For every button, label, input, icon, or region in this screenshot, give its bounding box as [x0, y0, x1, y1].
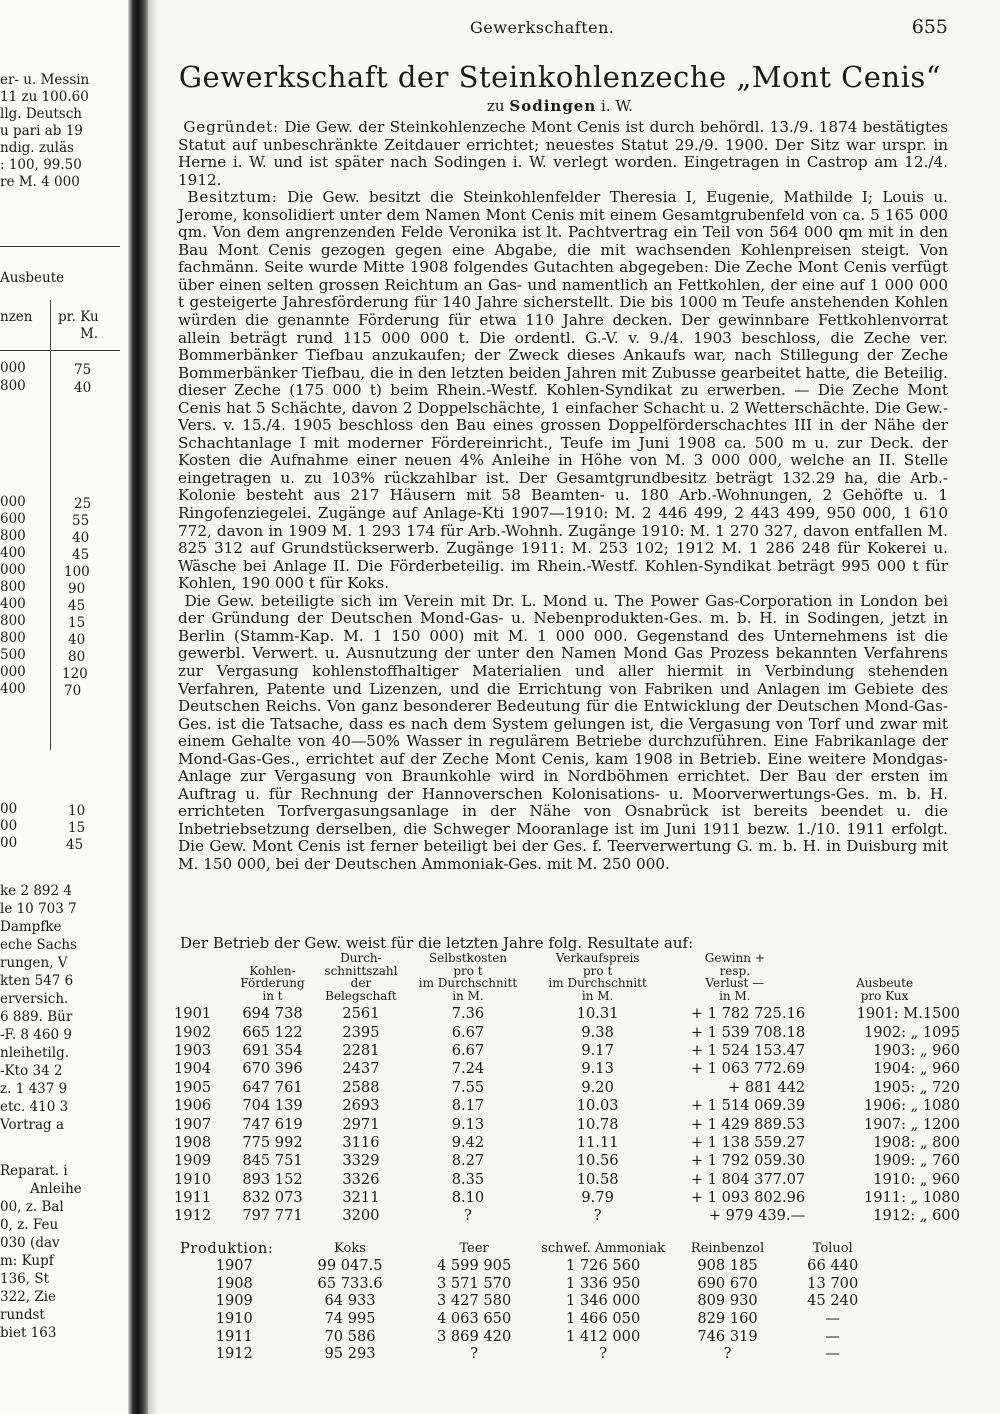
- book-gutter: [128, 0, 148, 1414]
- results-cell: 8.35: [451, 1170, 485, 1188]
- results-cell: 2561: [342, 1005, 380, 1023]
- results-cell: 10.56: [576, 1152, 619, 1170]
- results-cell: 647 761: [242, 1078, 303, 1096]
- results-cell: 3329: [342, 1152, 380, 1170]
- production-col-header: Teer: [459, 1241, 489, 1256]
- production-col-header: schwef. Ammoniak: [541, 1241, 666, 1256]
- results-cell: 775 992: [242, 1133, 303, 1151]
- text-gegruendet: Die Gew. der Steinkohlenzeche Mont Cenis ist durch behördl. 13./9. 1874 bestätigtes Statut auf unbeschränkte Zeitdauer errichtet; neuestes Statut 29./9. 1900. Der Sitz war urspr. in Herne i. W. und ist später nach Sodingen i. W. verlegt worden. Eingetragen in Castrop am 12./4. 1912.: [178, 118, 949, 189]
- results-cell: 6.67: [451, 1023, 485, 1041]
- production-col-header: Toluol: [812, 1241, 853, 1256]
- results-cell: 747 619: [242, 1115, 303, 1133]
- results-col-header: Kohlen- Förderung in t: [240, 963, 305, 1003]
- strip-line: 11 zu 100.60: [0, 89, 89, 105]
- production-col-header: Produktion:: [180, 1240, 274, 1257]
- production-cell: 908 185: [697, 1257, 758, 1275]
- results-cell: 1901: [174, 1005, 212, 1023]
- results-cell: 6.67: [451, 1041, 485, 1059]
- results-cell: 1910: „ 960: [873, 1170, 960, 1188]
- results-cell: 9.38: [581, 1023, 614, 1041]
- strip-column-rule: [50, 300, 51, 750]
- strip-line: 000: [0, 562, 26, 578]
- strip-line: 000: [0, 360, 26, 376]
- results-row: [172, 1042, 962, 1060]
- page-number: 655: [911, 16, 948, 38]
- production-cell: 3 869 420: [436, 1327, 512, 1345]
- results-col-header: Gewinn + resp. Verlust — in M.: [704, 951, 765, 1003]
- results-cell: 1903: [174, 1041, 212, 1059]
- strip-line: 45: [68, 598, 86, 614]
- production-cell: 99 047.5: [317, 1257, 383, 1275]
- strip-line: 00: [0, 801, 18, 817]
- results-cell: + 979 439.—: [708, 1207, 806, 1225]
- results-cell: + 1 539 708.18: [690, 1023, 806, 1041]
- results-cell: 8.17: [451, 1097, 485, 1115]
- strip-line: 10: [68, 803, 86, 819]
- production-cell: 3 427 580: [436, 1292, 512, 1310]
- results-cell: 9.13: [581, 1060, 614, 1078]
- strip-line: 40: [68, 632, 86, 648]
- strip-line: m: Kupf: [0, 1253, 54, 1269]
- production-cell: —: [825, 1327, 841, 1345]
- previous-page-strip: [0, 0, 128, 1414]
- results-cell: 9.79: [581, 1189, 614, 1207]
- production-cell: 13 700: [807, 1274, 859, 1292]
- results-cell: + 881 442: [727, 1078, 806, 1096]
- results-row: [172, 1189, 962, 1207]
- results-cell: 7.36: [451, 1005, 485, 1023]
- text-besitztum: Die Gew. besitzt die Steinkohlenfelder Theresia I, Eugenie, Mathilde I; Louis u. Jerome, konsolidiert unter dem Namen Mont Cenis mit einem Gesamtgrubenfeld von ca. 5 165 000 qm. Von dem angrenzenden Felde Veronika ist lt. Pachtvertrag ein Teil von 564 000 qm mit in den Bau Mont Cenis gezogen gegen eine Abgabe, die mit wachsenden Kohlenpreisen steigt. Von fachmänn. Seite wurde Mitte 1908 folgendes Gutachten abgegeben: Die Zeche Mont Cenis verfügt über einen selten grossen Reichtum an Gas- und namentlich an Fettkohlen, der eine auf 1 000 000 t gesteigerte Jahresförderung für 140 Jahre sicherstellt. Die bis 1000 m Teufe anstehenden Kohlen würden die genannte Förderung für etwa 110 Jahre decken. Der gewinnbare Fettkohlenvorrat allein beträgt rund 115 000 000 t. Die ordentl. G.-V. v. 9./4. 1903 beschloss, die Zeche ver. Bommerbänker Tiefbau anzukaufen; der Zweck dieses Ankaufs war, nach Stillegung der Zeche Bommerbänker Tiefbau, die in den letzten beiden Jahren mit Zubusse gearbeitet hatte, die Beteilig. dieser Zeche (175 000 t) beim Rhein.-Westf. Kohlen-Syndikat zu erwerben. — Die Zeche Mont Cenis hat 5 Schächte, davon 2 Doppelschächte, 1 einfacher Schacht u. 2 Wetterschächte. Die Gew.-Vers. v. 15./4. 1905 beschloss den Bau eines grossen Doppelförderschachtes III in der Nähe der Schachtanlage I mit moderner Fördereinricht., Teufe im Juni 1908 ca. 500 m u. zur Deck. der Kosten die Aufnahme einer neuen 4% Anleihe in Höhe von M. 3 000 000, welche an II. Stelle eingetragen u. zu 103% rückzahlbar ist. Der Gesamtgrundbesitz beträgt 132.29 ha, die Arb.-Kolonie besteht aus 217 Häusern mit 58 Beamten- u. 180 Arb.-Wohnungen, 2 Gehöfte u. 1 Ringofenziegelei. Zugänge auf Anlage-Kti 1907—1910: M. 2 446 499, 2 443 499, 950 000, 1 610 772, davon in 1909 M. 1 293 174 für Arb.-Wohnh. Zugänge 1910: M. 1 270 327, davon entfallen M. 825 312 auf Grundstückserwerb. Zugänge 1911: M. 253 102; 1912 M. 1 286 248 für Kokerei u. Wäsche bei Anlage II. Die Förderbeteilig. im Rhein.-Westf. Kohlen-Syndikat beträgt 995 000 t für Kohlen, 190 000 t für Koks.: [178, 188, 949, 593]
- results-row: [172, 1152, 962, 1170]
- strip-line: Ausbeute: [0, 270, 65, 286]
- production-cell: 1 412 000: [565, 1327, 641, 1345]
- strip-line: nzen: [0, 309, 33, 325]
- results-cell: 3116: [342, 1133, 380, 1151]
- production-header-row: [178, 1240, 878, 1257]
- strip-line: 136, St: [0, 1271, 50, 1287]
- strip-line: 80: [68, 649, 86, 665]
- strip-line: rungen, V: [0, 955, 68, 971]
- production-cell: 74 995: [324, 1310, 376, 1328]
- production-cell: 829 160: [697, 1310, 758, 1328]
- results-cell: 2281: [342, 1041, 380, 1059]
- strip-line: kten 547 6: [0, 973, 74, 989]
- production-row: [178, 1345, 878, 1363]
- strip-line: Vortrag a: [0, 1117, 64, 1133]
- strip-line: 15: [68, 615, 86, 631]
- strip-line: eche Sachs: [0, 937, 78, 953]
- results-cell: 7.24: [451, 1060, 485, 1078]
- results-cell: 9.42: [451, 1133, 485, 1151]
- results-cell: 1904: „ 960: [873, 1060, 960, 1078]
- strip-line: 40: [74, 380, 92, 396]
- production-row: [178, 1275, 878, 1293]
- results-cell: + 1 514 069.39: [690, 1097, 806, 1115]
- results-cell: 893 152: [242, 1170, 303, 1188]
- results-cell: + 1 093 802.96: [690, 1189, 806, 1207]
- running-head: Gewerkschaften.: [470, 18, 615, 37]
- strip-line: etc. 410 3: [0, 1099, 69, 1115]
- results-cell: 845 751: [242, 1152, 303, 1170]
- production-cell: 1908: [215, 1274, 253, 1292]
- results-cell: 8.27: [451, 1152, 485, 1170]
- strip-line: 322, Zie: [0, 1289, 57, 1305]
- strip-line: 400: [0, 596, 26, 612]
- paragraph-gegruendet: [178, 119, 948, 189]
- subtitle-prefix: zu: [487, 97, 505, 115]
- results-cell: 10.31: [576, 1005, 619, 1023]
- results-cell: 1911: „ 1080: [863, 1189, 960, 1207]
- results-cell: 1909: [174, 1152, 212, 1170]
- production-cell: 66 440: [807, 1257, 859, 1275]
- results-row: [172, 1023, 962, 1041]
- strip-line: 00, z. Bal: [0, 1199, 64, 1215]
- results-cell: 1907: „ 1200: [863, 1115, 960, 1133]
- strip-rule: [0, 246, 120, 247]
- production-cell: 4 063 650: [436, 1310, 512, 1328]
- production-cell: 746 319: [697, 1327, 758, 1345]
- results-cell: 11.11: [576, 1133, 619, 1151]
- production-cell: —: [825, 1345, 841, 1363]
- strip-line: 120: [62, 666, 88, 682]
- paragraph-verein: [178, 593, 948, 874]
- strip-line: 15: [68, 820, 86, 836]
- strip-line: 70: [64, 683, 82, 699]
- subtitle-place: Sodingen: [509, 97, 597, 115]
- results-row: [172, 1060, 962, 1078]
- label-gegruendet: Gegründet:: [183, 118, 279, 136]
- production-col-header: Koks: [334, 1241, 366, 1256]
- strip-line: llg. Deutsch: [0, 106, 82, 122]
- results-cell: 10.03: [576, 1097, 619, 1115]
- production-cell: 64 933: [324, 1292, 376, 1310]
- production-col-header: Reinbenzol: [690, 1241, 765, 1256]
- production-cell: 3 571 570: [436, 1274, 512, 1292]
- strip-line: 400: [0, 681, 26, 697]
- production-cell: 1 346 000: [565, 1292, 641, 1310]
- production-table: [178, 1240, 878, 1363]
- results-col-header: Verkaufspreis pro t im Durchschnitt in M.: [548, 951, 647, 1003]
- production-row: [178, 1292, 878, 1310]
- results-cell: 694 738: [242, 1005, 303, 1023]
- production-cell: —: [825, 1310, 841, 1328]
- results-cell: 1912: [174, 1207, 212, 1225]
- results-cell: 2588: [342, 1078, 380, 1096]
- production-cell: ?: [723, 1345, 732, 1363]
- results-cell: 9.13: [451, 1115, 485, 1133]
- production-cell: 1911: [215, 1327, 253, 1345]
- production-cell: 1910: [215, 1310, 253, 1328]
- results-cell: 1903: „ 960: [873, 1041, 960, 1059]
- results-cell: 7.55: [451, 1078, 485, 1096]
- strip-line: 75: [74, 362, 92, 378]
- production-row: [178, 1310, 878, 1328]
- production-row: [178, 1327, 878, 1345]
- production-cell: ?: [470, 1345, 479, 1363]
- strip-line: 40: [72, 530, 90, 546]
- production-cell: 1 466 050: [565, 1310, 641, 1328]
- strip-line: ke 2 892 4: [0, 883, 72, 899]
- strip-line: -F. 8 460 9: [0, 1027, 72, 1043]
- results-cell: 670 396: [242, 1060, 303, 1078]
- results-cell: 9.20: [581, 1078, 614, 1096]
- results-cell: 1908: [174, 1133, 212, 1151]
- strip-line: 500: [0, 647, 26, 663]
- strip-line: 0, z. Feu: [0, 1217, 59, 1233]
- strip-rule: [0, 350, 120, 351]
- results-cell: 704 139: [242, 1097, 303, 1115]
- results-row: [172, 1079, 962, 1097]
- production-cell: 1912: [215, 1345, 253, 1363]
- strip-line: rundst: [0, 1307, 45, 1323]
- strip-line: Anleihe: [30, 1181, 82, 1197]
- results-cell: + 1 138 559.27: [690, 1133, 806, 1151]
- results-body: [172, 1005, 962, 1226]
- results-cell: 3326: [342, 1170, 380, 1188]
- production-body: [178, 1257, 878, 1363]
- results-cell: 1902: [174, 1023, 212, 1041]
- strip-line: 45: [66, 837, 84, 853]
- results-row: [172, 1005, 962, 1023]
- strip-line: nleihetilg.: [0, 1045, 69, 1061]
- results-cell: 832 073: [242, 1189, 303, 1207]
- results-cell: 2971: [342, 1115, 380, 1133]
- results-row: [172, 1207, 962, 1225]
- results-cell: 3200: [342, 1207, 380, 1225]
- results-cell: 1902: „ 1095: [863, 1023, 960, 1041]
- production-cell: 70 586: [324, 1327, 376, 1345]
- strip-line: 800: [0, 630, 26, 646]
- strip-line: z. 1 437 9: [0, 1081, 68, 1097]
- strip-line: 000: [0, 664, 26, 680]
- subtitle: [160, 97, 960, 115]
- strip-line: u pari ab 19: [0, 123, 83, 139]
- results-cell: 9.17: [581, 1041, 614, 1059]
- paragraph-besitztum: [178, 189, 948, 593]
- strip-line: pr. Ku: [58, 309, 99, 325]
- results-cell: 10.58: [576, 1170, 619, 1188]
- strip-line: 030 (dav: [0, 1235, 60, 1251]
- results-cell: 1906: „ 1080: [863, 1097, 960, 1115]
- strip-line: 800: [0, 613, 26, 629]
- results-cell: 1905: [174, 1078, 212, 1096]
- strip-line: : 100, 99.50: [0, 157, 82, 173]
- results-intro: Der Betrieb der Gew. weist für die letzten Jahre folg. Resultate auf:: [180, 934, 694, 952]
- strip-line: 800: [0, 579, 26, 595]
- results-cell: 1907: [174, 1115, 212, 1133]
- label-besitztum: Besitztum:: [187, 188, 278, 207]
- results-cell: 1901: M.1500: [856, 1005, 960, 1023]
- results-cell: + 1 429 889.53: [690, 1115, 806, 1133]
- strip-line: er- u. Messin: [0, 72, 90, 88]
- results-cell: ?: [464, 1207, 472, 1225]
- strip-line: 800: [0, 528, 26, 544]
- results-row: [172, 1134, 962, 1152]
- strip-line: 00: [0, 818, 18, 834]
- results-cell: 1905: „ 720: [873, 1078, 960, 1096]
- production-cell: 1907: [215, 1257, 253, 1275]
- results-col-header: Ausbeute pro Kux: [856, 976, 914, 1003]
- production-row: [178, 1257, 878, 1275]
- strip-line: Reparat. i: [0, 1163, 68, 1179]
- results-cell: + 1 782 725.16: [690, 1005, 806, 1023]
- page-title: Gewerkschaft der Steinkohlenzeche „Mont Cenis“: [178, 60, 942, 94]
- results-cell: 1911: [174, 1189, 212, 1207]
- strip-line: 800: [0, 378, 26, 394]
- strip-line: ndig. zuläs: [0, 140, 74, 156]
- text-verein: Die Gew. beteiligte sich im Verein mit Dr. L. Mond u. The Power Gas-Corporation in London bei der Gründung der Deutschen Mond-Gas- u. Nebenprodukten-Ges. m. b. H. in Sodingen, jetzt in Berlin (Stamm-Kap. M. 1 150 000) mit M. 1 000 000. Gegenstand des Unternehmens ist die gewerbl. Verwert. u. Ausnutzung der unter den Namen Mond Gas Prozess bekannten Verfahrens zur Vergasung kohlenstoffhaltiger Materialien und aller hiermit in Verbindung stehenden Verfahren, Patente und Lizenzen, und die Errichtung von Fabriken und Anlagen im Gebiete des Deutschen Reichs. Von ganz besonderer Bedeutung für die Entwicklung der Deutschen Mond-Gas-Ges. ist die Tatsache, dass es nach dem System gelungen ist, die Vergasung von Torf und zwar mit einem Gehalte von 40—50% Wasser in regulärem Betriebe durchzuführen. Eine Fabrikanlage der Mond-Gas-Ges., errichtet auf der Zeche Mont Cenis, kam 1908 in Betrieb. Eine weitere Mondgas-Anlage zur Vergasung von Braunkohle wird in Nordböhmen errichtet. Der Bau der ersten im Auftrag u. für Rechnung der Hannoverschen Kolonisations- u. Moorverwertungs-Ges. m. b. H. errichteten Torfvergasungsanlage in der Nähe von Osnabrück ist bereits beendet u. die Inbetriebsetzung derselben, die Schweger Mooranlage ist im Juni 1911 bezw. 1./10. 1911 erfolgt. Die Gew. Mont Cenis ist ferner beteiligt bei der Ges. f. Teerverwertung G. m. b. H. in Duisburg mit M. 150 000, bei der Deutschen Ammoniak-Ges. mit M. 250 000.: [178, 591, 948, 873]
- results-cell: 10.78: [576, 1115, 619, 1133]
- strip-line: 00: [0, 835, 18, 851]
- strip-line: 6 889. Bür: [0, 1009, 73, 1025]
- results-col-header: Durch- schnittszahl der Belegschaft: [324, 951, 398, 1003]
- production-cell: 95 293: [324, 1345, 376, 1363]
- strip-line: 100: [64, 564, 90, 580]
- results-col-header: [172, 952, 226, 1005]
- strip-line: biet 163: [0, 1325, 57, 1341]
- results-cell: 1909: „ 760: [873, 1152, 960, 1170]
- strip-line: le 10 703 7: [0, 901, 77, 917]
- results-row: [172, 1097, 962, 1115]
- results-cell: 2437: [342, 1060, 380, 1078]
- results-cell: 797 771: [242, 1207, 303, 1225]
- strip-line: 600: [0, 511, 26, 527]
- strip-line: Dampfke: [0, 919, 62, 935]
- strip-line: 000: [0, 494, 26, 510]
- results-row: [172, 1171, 962, 1189]
- results-cell: 1906: [174, 1097, 212, 1115]
- results-cell: + 1 524 153.47: [690, 1041, 806, 1059]
- results-cell: 1908: „ 800: [873, 1133, 960, 1151]
- results-cell: 1910: [174, 1170, 212, 1188]
- results-table: [172, 952, 962, 1226]
- results-cell: 691 354: [242, 1041, 303, 1059]
- strip-line: 400: [0, 545, 26, 561]
- strip-line: 90: [68, 581, 86, 597]
- production-cell: 1 336 950: [565, 1274, 641, 1292]
- strip-line: 55: [72, 513, 90, 529]
- strip-line: 45: [72, 547, 90, 563]
- results-cell: ?: [593, 1207, 602, 1225]
- production-cell: 65 733.6: [317, 1274, 383, 1292]
- results-cell: 1904: [174, 1060, 212, 1078]
- results-cell: + 1 792 059.30: [690, 1152, 806, 1170]
- production-cell: 809 930: [697, 1292, 758, 1310]
- results-cell: 1912: „ 600: [873, 1207, 960, 1225]
- results-cell: 2693: [342, 1097, 380, 1115]
- results-cell: 665 122: [242, 1023, 303, 1041]
- strip-line: erversich.: [0, 991, 69, 1007]
- production-cell: 45 240: [807, 1292, 859, 1310]
- production-cell: 4 599 905: [436, 1257, 512, 1275]
- results-cell: 2395: [342, 1023, 380, 1041]
- strip-line: M.: [80, 326, 99, 342]
- gutter-shadow: [148, 0, 158, 1414]
- strip-line: 25: [74, 496, 92, 512]
- production-cell: 1 726 560: [565, 1257, 641, 1275]
- production-cell: 690 670: [697, 1274, 758, 1292]
- production-cell: ?: [599, 1345, 608, 1363]
- production-cell: 1909: [215, 1292, 253, 1310]
- subtitle-suffix: i. W.: [601, 97, 633, 115]
- results-cell: 8.10: [451, 1189, 485, 1207]
- results-cell: + 1 804 377.07: [690, 1170, 806, 1188]
- body-text: [178, 119, 948, 874]
- results-cell: 3211: [342, 1189, 380, 1207]
- results-header-row: [172, 952, 962, 1005]
- strip-line: re M. 4 000: [0, 174, 80, 190]
- results-cell: + 1 063 772.69: [690, 1060, 806, 1078]
- results-col-header: Selbstkosten pro t im Durchschnitt in M.: [418, 951, 518, 1003]
- strip-line: -Kto 34 2: [0, 1063, 63, 1079]
- results-row: [172, 1115, 962, 1133]
